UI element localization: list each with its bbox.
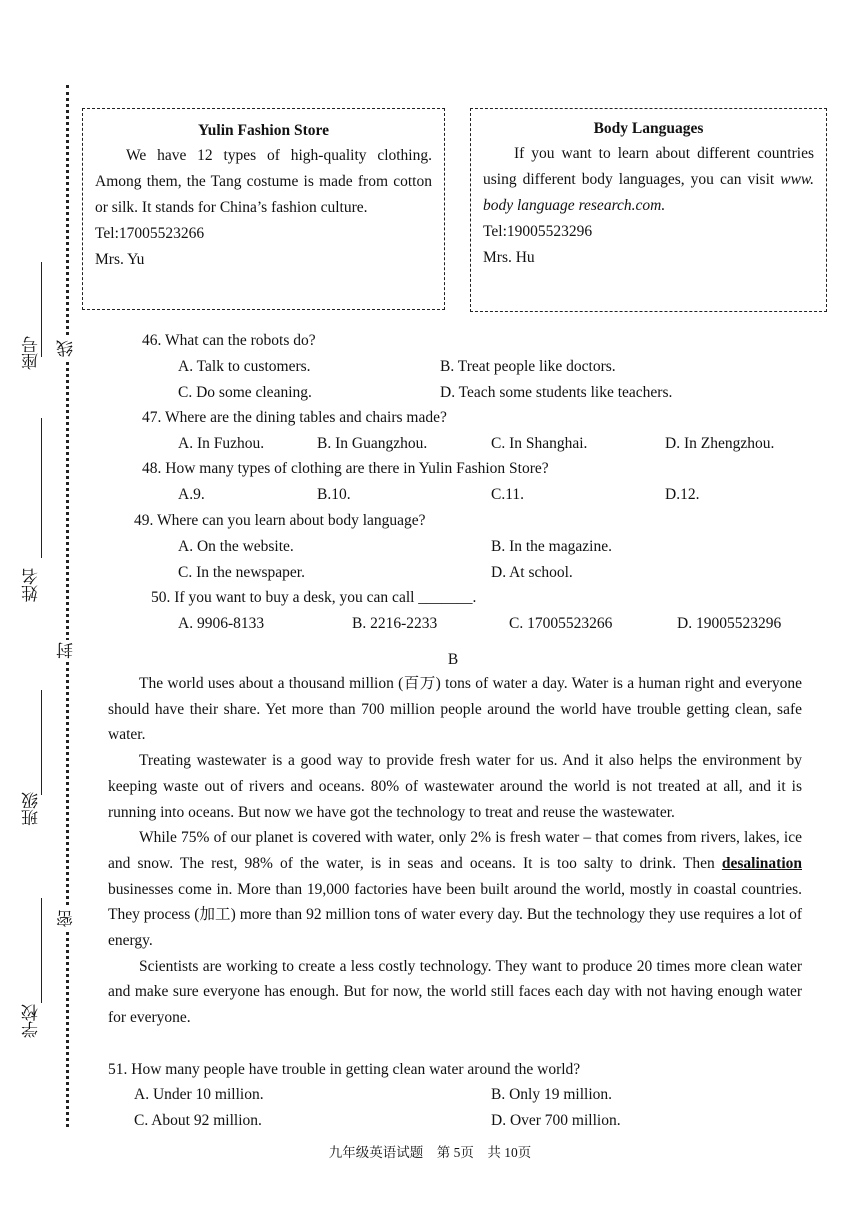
class-underline — [41, 690, 42, 795]
option-51-d: D. Over 700 million. — [491, 1112, 621, 1129]
option-46-c: C. Do some cleaning. — [178, 384, 312, 401]
passage-paragraph-1: The world uses about a thousand million (百万) tons of water a day. Water is a human right and everyone should have their share. Yet more than 700 million people around the world have trouble getting clean, safe water. — [108, 675, 802, 744]
option-49-d: D. At school. — [491, 564, 573, 581]
store-ad-tel: Tel:17005523266 — [95, 225, 205, 242]
option-48-a: A.9. — [178, 486, 205, 503]
option-47-c: C. In Shanghai. — [491, 435, 588, 452]
keyword-desalination: desalination — [721, 854, 802, 872]
body-language-ad-box — [470, 108, 827, 312]
passage-paragraph-2: Treating wastewater is a good way to provide fresh water for us. And it also helps the environment by keeping waste out of rivers and oceans. 80% of wastewater around the world is not treated at all, and it is running into oceans. But now we have got the technology to treat and reuse the wastewater. — [108, 752, 802, 821]
option-48-d: D.12. — [665, 486, 700, 503]
option-46-b: B. Treat people like doctors. — [440, 358, 616, 375]
option-46-d: D. Teach some students like teachers. — [440, 384, 673, 401]
option-48-b: B.10. — [317, 486, 351, 503]
option-50-b: B. 2216-2233 — [352, 615, 438, 632]
seal-char-feng: 封 — [57, 642, 76, 659]
option-50-d: D. 19005523296 — [677, 615, 782, 632]
question-51: 51. How many people have trouble in getting clean water around the world? — [108, 1061, 581, 1078]
school-label: 学校 — [22, 1004, 41, 1038]
passage-paragraph-3: While 75% of our planet is covered with water, only 2% is fresh water – that comes from rivers, lakes, ice and snow. The rest, 98% of the water, is in seas and oceans. It is too salty to drink. Then desalination businesses come in. More than 19,000 factories have been built around the world, mostly in coastal countries. They process (加工) more than 92 million tons of water every day. But the technology they use requires a lot of energy. — [108, 829, 802, 950]
option-47-b: B. In Guangzhou. — [317, 435, 428, 452]
school-underline — [41, 898, 42, 1003]
option-49-b: B. In the magazine. — [491, 538, 612, 555]
section-b-heading: B — [447, 651, 459, 668]
seal-char-mi: 密 — [57, 910, 76, 927]
option-49-c: C. In the newspaper. — [178, 564, 305, 581]
passage-paragraph-4: Scientists are working to create a less costly technology. They want to produce 20 times more clean water and make sure everyone has enough. But for now, the world still faces each day with not having enough water for everyone. — [108, 957, 802, 1027]
body-language-website: www. body language research.com. — [483, 171, 814, 214]
store-ad-title: Yulin Fashion Store — [198, 122, 329, 139]
option-48-c: C.11. — [491, 486, 525, 503]
question-47: 47. Where are the dining tables and chairs made? — [142, 409, 447, 426]
option-47-a: A. In Fuzhou. — [178, 435, 265, 452]
name-label: 姓名 — [22, 568, 41, 602]
body-language-ad-body: If you want to learn about different countries using different body languages, you can visit www. body language research.com. — [483, 145, 814, 214]
binding-dotted-line — [66, 85, 69, 1127]
page-footer: 九年级英语试题 第 5页 共 10页 — [328, 1145, 532, 1160]
question-48: 48. How many types of clothing are there in Yulin Fashion Store? — [142, 460, 549, 477]
option-46-a: A. Talk to customers. — [178, 358, 311, 375]
question-49: 49. Where can you learn about body language? — [134, 512, 426, 529]
question-46: 46. What can the robots do? — [142, 332, 316, 349]
body-language-ad-contact: Mrs. Hu — [483, 249, 535, 266]
option-51-c: C. About 92 million. — [134, 1112, 262, 1129]
store-ad-body: We have 12 types of high-quality clothing. Among them, the Tang costume is made from cotton or silk. It stands for China’s fashion culture. — [95, 147, 432, 216]
option-50-a: A. 9906-8133 — [178, 615, 265, 632]
body-language-ad-title: Body Languages — [593, 120, 704, 137]
seat-label: 座号 — [22, 336, 41, 370]
body-language-ad-tel: Tel:19005523296 — [483, 223, 593, 240]
store-ad-box — [82, 108, 445, 310]
option-51-b: B. Only 19 million. — [491, 1086, 612, 1103]
option-47-d: D. In Zhengzhou. — [665, 435, 775, 452]
section-b-passage — [108, 671, 802, 1031]
option-49-a: A. On the website. — [178, 538, 294, 555]
option-51-a: A. Under 10 million. — [134, 1086, 264, 1103]
class-label: 班级 — [22, 792, 41, 826]
option-50-c: C. 17005523266 — [509, 615, 613, 632]
store-ad-contact: Mrs. Yu — [95, 251, 145, 268]
name-underline — [41, 418, 42, 558]
seal-char-xian: 线 — [57, 340, 76, 357]
question-50: 50. If you want to buy a desk, you can call _______. — [151, 589, 477, 606]
